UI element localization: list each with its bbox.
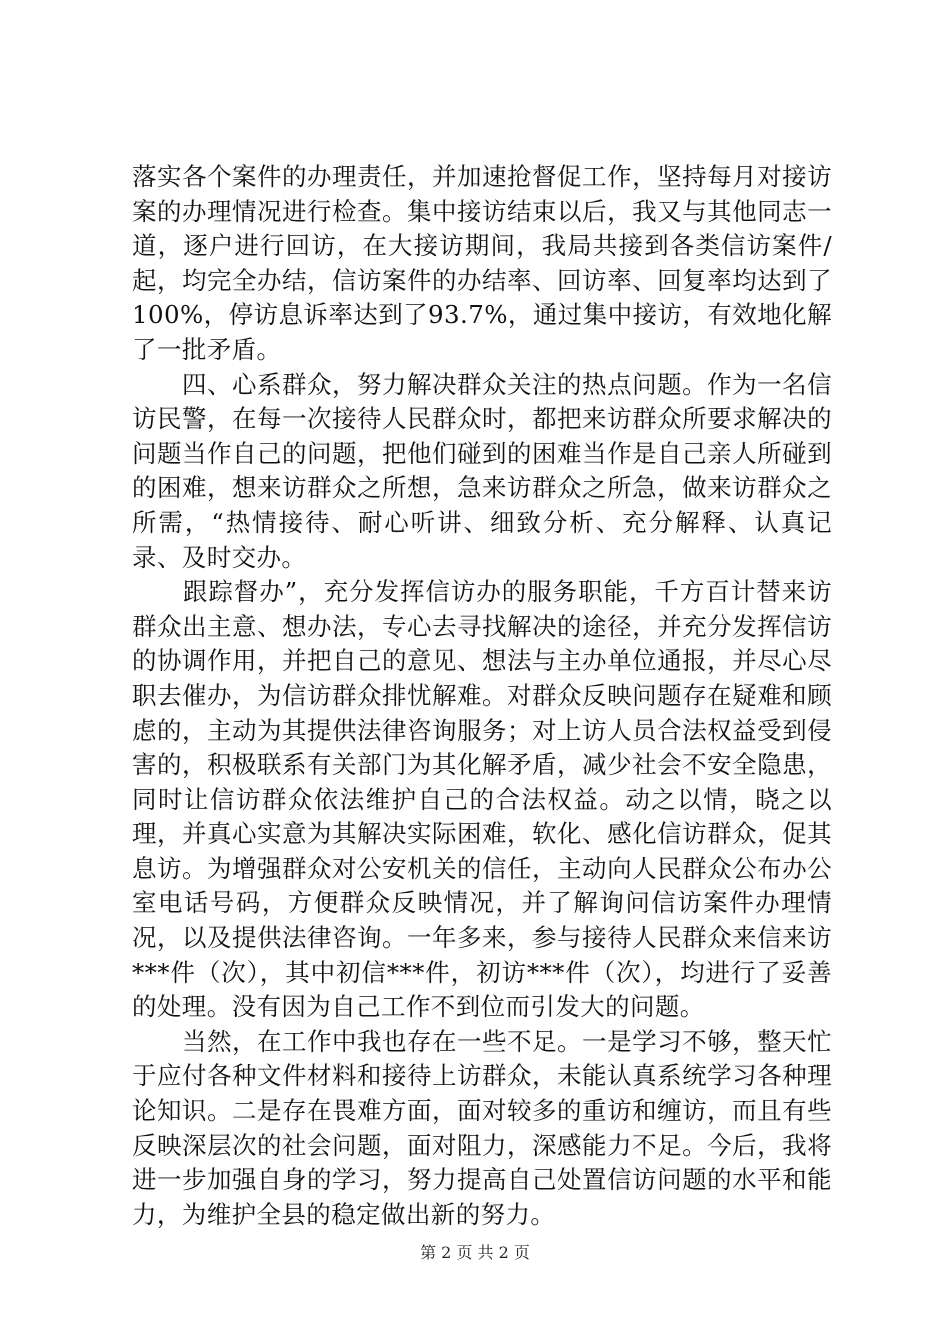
paragraph-1: 落实各个案件的办理责任，并加速抢督促工作，坚持每月对接访案的办理情况进行检查。集中接访结束以后，我又与其他同志一道，逐户进行回访，在大接访期间，我局共接到各类信访案件/起，均完全办结，信访案件的办结率、回访率、回复率均达到了100%，停访息诉率达到了93.7%，通过集中接访，有效地化解了一批矛盾。 bbox=[132, 162, 832, 364]
document-body bbox=[132, 160, 832, 1232]
paragraph-2: 四、心系群众，努力解决群众关注的热点问题。作为一名信访民警，在每一次接待人民群众时，都把来访群众所要求解决的问题当作自己的问题，把他们碰到的困难当作是自己亲人所碰到的困难，想来访群众之所想，急来访群众之所急，做来访群众之所需，“热情接待、耐心听讲、细致分析、充分解释、认真记录、及时交办。 bbox=[132, 369, 832, 572]
paragraph-3: 跟踪督办”，充分发挥信访办的服务职能，千方百计替来访群众出主意、想办法，专心去寻找解决的途径，并充分发挥信访的协调作用，并把自己的意见、想法与主办单位通报，并尽心尽职去催办，为信访群众排忧解难。对群众反映问题存在疑难和顾虑的，主动为其提供法律咨询服务；对上访人员合法权益受到侵害的，积极联系有关部门为其化解矛盾，减少社会不安全隐患，同时让信访群众依法维护自己的合法权益。动之以情，晓之以理，并真心实意为其解决实际困难，软化、感化信访群众，促其息访。为增强群众对公安机关的信任，主动向人民群众公布办公室电话号码，方便群众反映情况，并了解询问信访案件办理情况，以及提供法律咨询。一年多来，参与接待人民群众来信来访***件（次），其中初信***件，初访***件（次），均进行了妥善的处理。没有因为自己工作不到位而引发大的问题。 bbox=[132, 577, 832, 1022]
paragraph-4: 当然，在工作中我也存在一些不足。一是学习不够，整天忙于应付各种文件材料和接待上访群众，未能认真系统学习各种理论知识。二是存在畏难方面，面对较多的重访和缠访，而且有些反映深层次的社会问题，面对阻力，深感能力不足。今后，我将进一步加强自身的学习，努力提高自己处置信访问题的水平和能力，为维护全县的稳定做出新的努力。 bbox=[132, 1026, 832, 1229]
page-number-footer: 第 2 页 共 2 页 bbox=[420, 1243, 530, 1262]
